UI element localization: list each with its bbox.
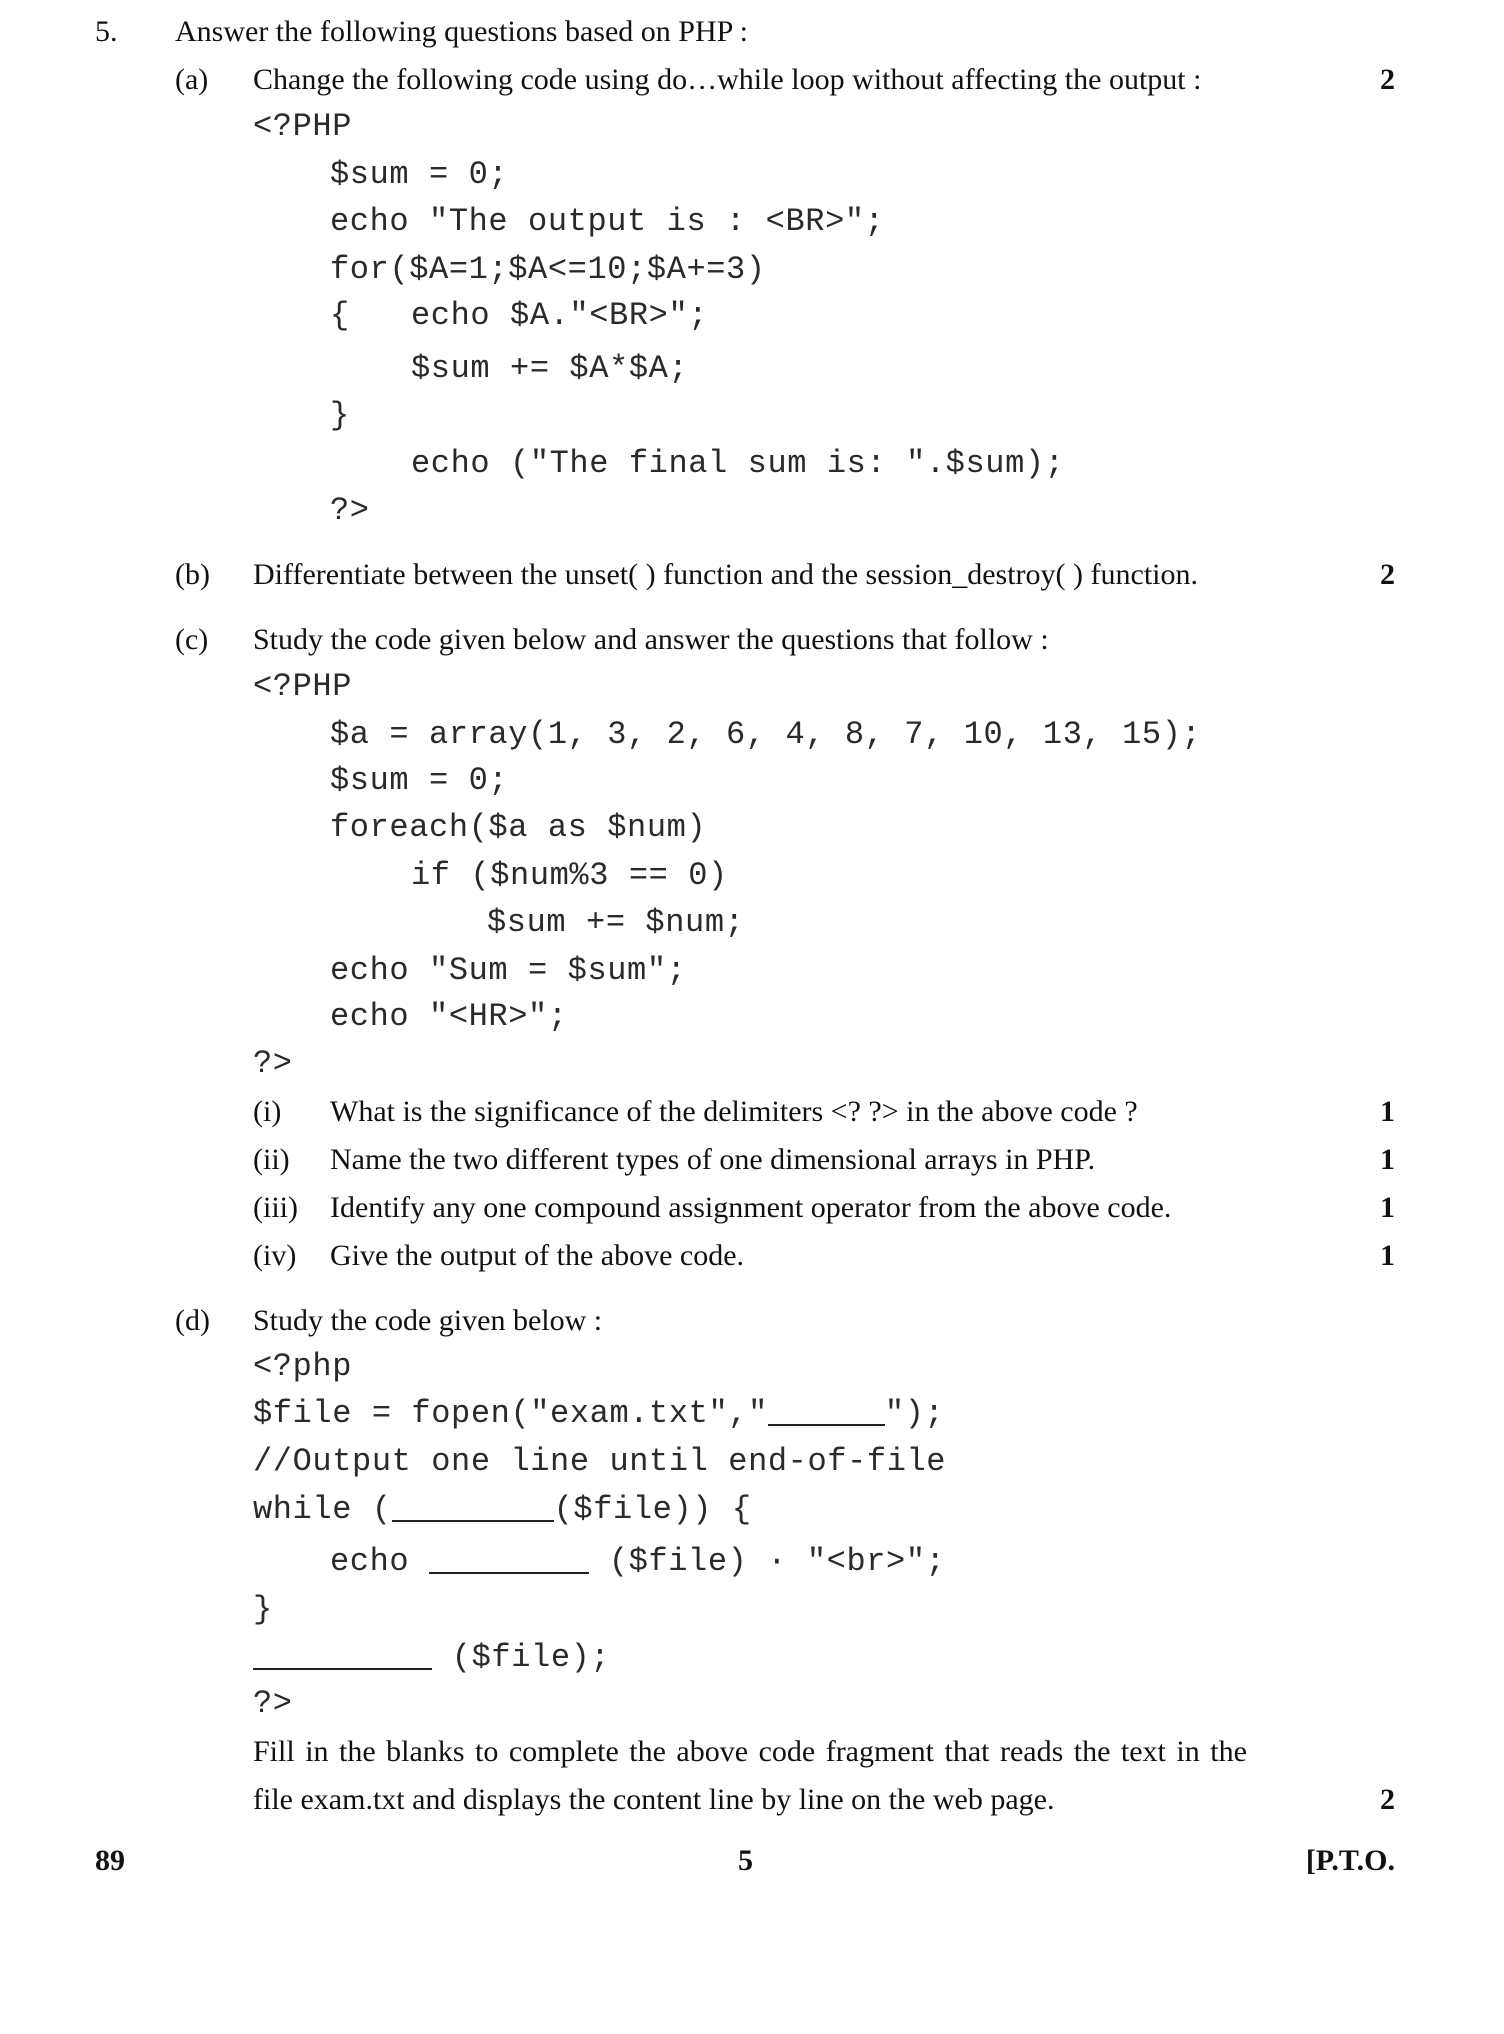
code-line: {	[330, 297, 350, 334]
part-d-marks: 2	[1380, 1783, 1395, 1816]
code-line: echo "<HR>";	[330, 998, 568, 1035]
part-c-text: Study the code given below and answer the questions that follow :	[253, 623, 1049, 656]
sub-question-marks: 1	[1380, 1239, 1395, 1272]
sub-question-label: (ii)	[253, 1143, 290, 1176]
code-line: ?>	[253, 1045, 293, 1082]
code-text: echo	[330, 1543, 430, 1580]
fill-blank	[392, 1490, 554, 1522]
code-line: $sum = 0;	[330, 762, 509, 799]
code-line: echo "The output is : <BR>";	[330, 203, 885, 240]
sub-question-text: Identify any one compound assignment operator from the above code.	[330, 1191, 1172, 1224]
part-a-marks: 2	[1380, 63, 1395, 96]
code-line-while	[253, 1490, 752, 1530]
code-line: if ($num%3 == 0)	[411, 857, 728, 894]
paper-code: 89	[95, 1844, 125, 1877]
code-line-echo	[330, 1542, 945, 1582]
code-line: <?php	[253, 1348, 353, 1385]
code-line: $a = array(1, 3, 2, 6, 4, 8, 7, 10, 13, 15);	[330, 716, 1202, 753]
code-line: <?PHP	[253, 108, 353, 145]
code-line: //Output one line until end-of-file	[253, 1443, 947, 1480]
fill-blank	[429, 1542, 589, 1574]
sub-question-label: (iii)	[253, 1191, 298, 1224]
sub-question-marks: 1	[1380, 1191, 1395, 1224]
code-line: ?>	[253, 1685, 293, 1722]
part-b-marks: 2	[1380, 558, 1395, 591]
fill-blank	[768, 1394, 885, 1426]
part-b-text: Differentiate between the unset( ) function and the session_destroy( ) function.	[253, 558, 1198, 591]
code-text: ($file);	[432, 1639, 611, 1676]
instruction-line: Fill in the blanks to complete the above code fragment that reads the text in the	[253, 1735, 1247, 1768]
code-line-fclose	[253, 1638, 610, 1678]
sub-question-marks: 1	[1380, 1143, 1395, 1176]
code-line-fopen	[253, 1394, 944, 1434]
code-line: echo ("The final sum is: ".$sum);	[411, 445, 1065, 482]
code-line: for($A=1;$A<=10;$A+=3)	[330, 251, 766, 288]
part-d-text: Study the code given below :	[253, 1304, 603, 1337]
code-line: ?>	[330, 492, 370, 529]
code-line: }	[253, 1591, 273, 1628]
sub-question-label: (iv)	[253, 1239, 297, 1272]
code-line: echo $A."<BR>";	[411, 297, 709, 334]
sub-question-text: Name the two different types of one dimensional arrays in PHP.	[330, 1143, 1096, 1176]
code-line: echo "Sum = $sum";	[330, 952, 687, 989]
sub-question-text: What is the significance of the delimiters <? ?> in the above code ?	[330, 1095, 1138, 1128]
page-number: 5	[738, 1844, 753, 1877]
code-line: <?PHP	[253, 668, 353, 705]
sub-question-text: Give the output of the above code.	[330, 1239, 745, 1272]
code-text: ");	[884, 1395, 945, 1432]
code-line: $sum += $A*$A;	[411, 350, 689, 387]
code-text: while (	[253, 1491, 392, 1528]
code-text: ($file)) {	[553, 1491, 752, 1528]
code-text: $file = fopen("exam.txt","	[253, 1395, 768, 1432]
question-number: 5.	[95, 15, 118, 48]
instruction-line: file exam.txt and displays the content line by line on the web page.	[253, 1783, 1055, 1816]
fill-blank	[253, 1638, 432, 1670]
sub-question-marks: 1	[1380, 1095, 1395, 1128]
part-d-label: (d)	[175, 1304, 210, 1337]
part-a-label: (a)	[175, 63, 209, 96]
code-text: ($file) · "<br>";	[589, 1543, 946, 1580]
pto-label: [P.T.O.	[1305, 1844, 1395, 1877]
question-title: Answer the following questions based on PHP :	[175, 15, 749, 48]
code-line: foreach($a as $num)	[330, 809, 707, 846]
code-line: $sum += $num;	[487, 904, 745, 941]
code-line: $sum = 0;	[330, 156, 509, 193]
part-b-label: (b)	[175, 558, 210, 591]
part-a-text: Change the following code using do…while loop without affecting the output :	[253, 63, 1202, 96]
part-c-label: (c)	[175, 623, 209, 656]
code-line: }	[330, 397, 350, 434]
sub-question-label: (i)	[253, 1095, 282, 1128]
